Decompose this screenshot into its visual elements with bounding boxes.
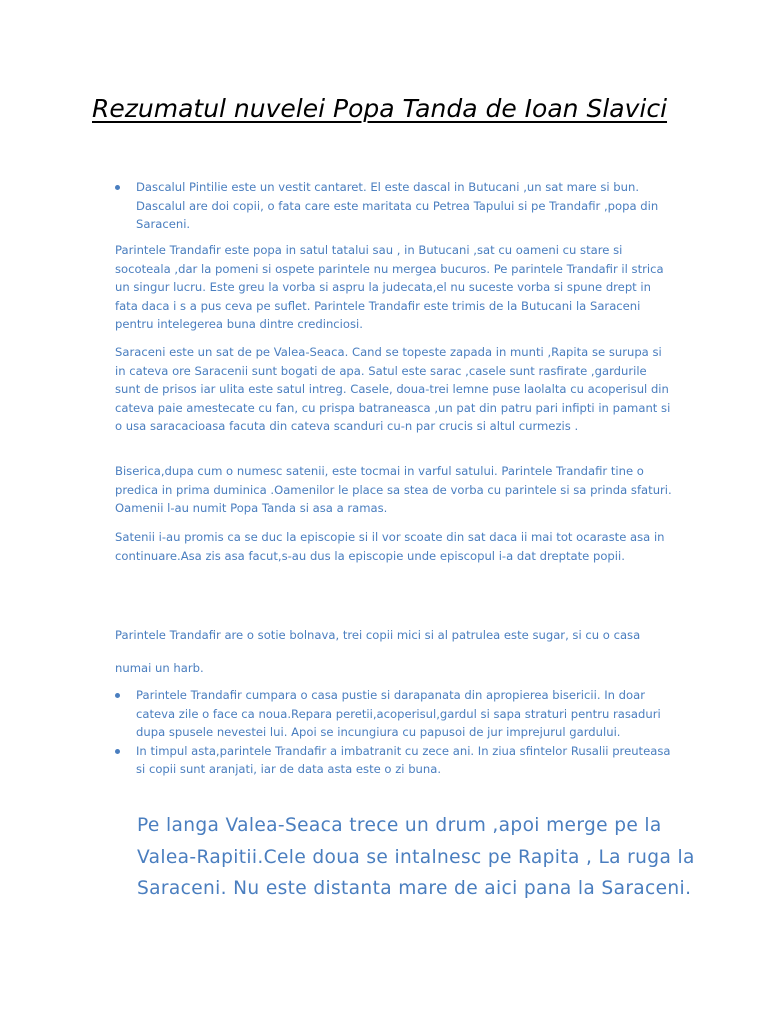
list-item	[115, 742, 675, 779]
bullet-dot-icon	[115, 693, 120, 698]
paragraph: Biserica,dupa cum o numesc satenii, este tocmai in varful satului. Parintele Trandafir tine o predica in prima duminica .Oamenilor le place sa stea de vorba cu parintele si sa prinda sfaturi. Oamenii l-au numit Popa Tanda si asa a ramas.	[115, 464, 672, 515]
list-item-text: In timpul asta,parintele Trandafir a imbatranit cu zece ani. In ziua sfintelor Rusalii preuteasa si copii sunt aranjati, iar de data asta este o zi buna.	[136, 743, 671, 776]
paragraph: Satenii i-au promis ca se duc la episcopie si il vor scoate din sat daca ii mai tot ocaraste asa in continuare.Asa zis asa facut,s-au dus la episcopie unde episcopul i-a dat dreptate popii.	[115, 530, 665, 563]
bullet-dot-icon	[115, 185, 120, 190]
large-paragraph: Pe langa Valea-Seaca trece un drum ,apoi merge pe la Valea-Rapitii.Cele doua se intalnesc pe Rapita , La ruga la Saraceni. Nu este distanta mare de aici pana la Saraceni.	[137, 815, 695, 899]
list-item	[115, 178, 675, 234]
paragraph: Saraceni este un sat de pe Valea-Seaca. Cand se topeste zapada in munti ,Rapita se surupa si in cateva ore Saracenii sunt bogati de apa. Satul este sarac ,casele sunt rasfirate ,gardurile sunt de prisos iar ulita este satul intreg. Casele, doua-trei lemne puse laolalta cu acoperisul din cateva paie amestecate cu fan, cu prispa batraneasca ,un pat din patru pari infipti in pamant si o usa saracacioasa facuta din cateva scanduri cu-n par crucis si altul curmezis .	[115, 345, 671, 433]
bullet-list-top	[115, 178, 675, 234]
list-item-text: Dascalul Pintilie este un vestit cantaret. El este dascal in Butucani ,un sat mare si bun. Dascalul are doi copii, o fata care este maritata cu Petrea Tapului si pe Trandafir ,popa din Saraceni.	[136, 180, 659, 231]
paragraph: Parintele Trandafir este popa in satul tatalui sau , in Butucani ,sat cu oameni cu stare si socoteala ,dar la pomeni si ospete parintele nu mergea bucuros. Pe parintele Trandafir il strica un singur lucru. Este greu la vorba si aspru la judecata,el nu suceste vorba si spune drept in fata daca i s a pus ceva pe suflet. Parintele Trandafir este trimis de la Butucani la Saraceni pentru intelegerea buna dintre credinciosi.	[115, 243, 664, 331]
paragraph: Parintele Trandafir are o sotie bolnava, trei copii mici si al patrulea este sugar, si cu o casa numai un harb.	[115, 628, 641, 675]
list-item	[115, 686, 675, 742]
bullet-dot-icon	[115, 749, 120, 754]
bullet-list-bottom	[115, 686, 675, 779]
document-title: Rezumatul nuvelei Popa Tanda de Ioan Slavici	[92, 94, 668, 123]
list-item-text: Parintele Trandafir cumpara o casa pustie si darapanata din apropierea bisericii. In doar cateva zile o face ca noua.Repara peretii,acoperisul,gardul si sapa straturi pentru rasaduri dupa spusele nevestei lui. Apoi se incungiura cu papusoi de jur imprejurul gardului.	[136, 688, 661, 739]
